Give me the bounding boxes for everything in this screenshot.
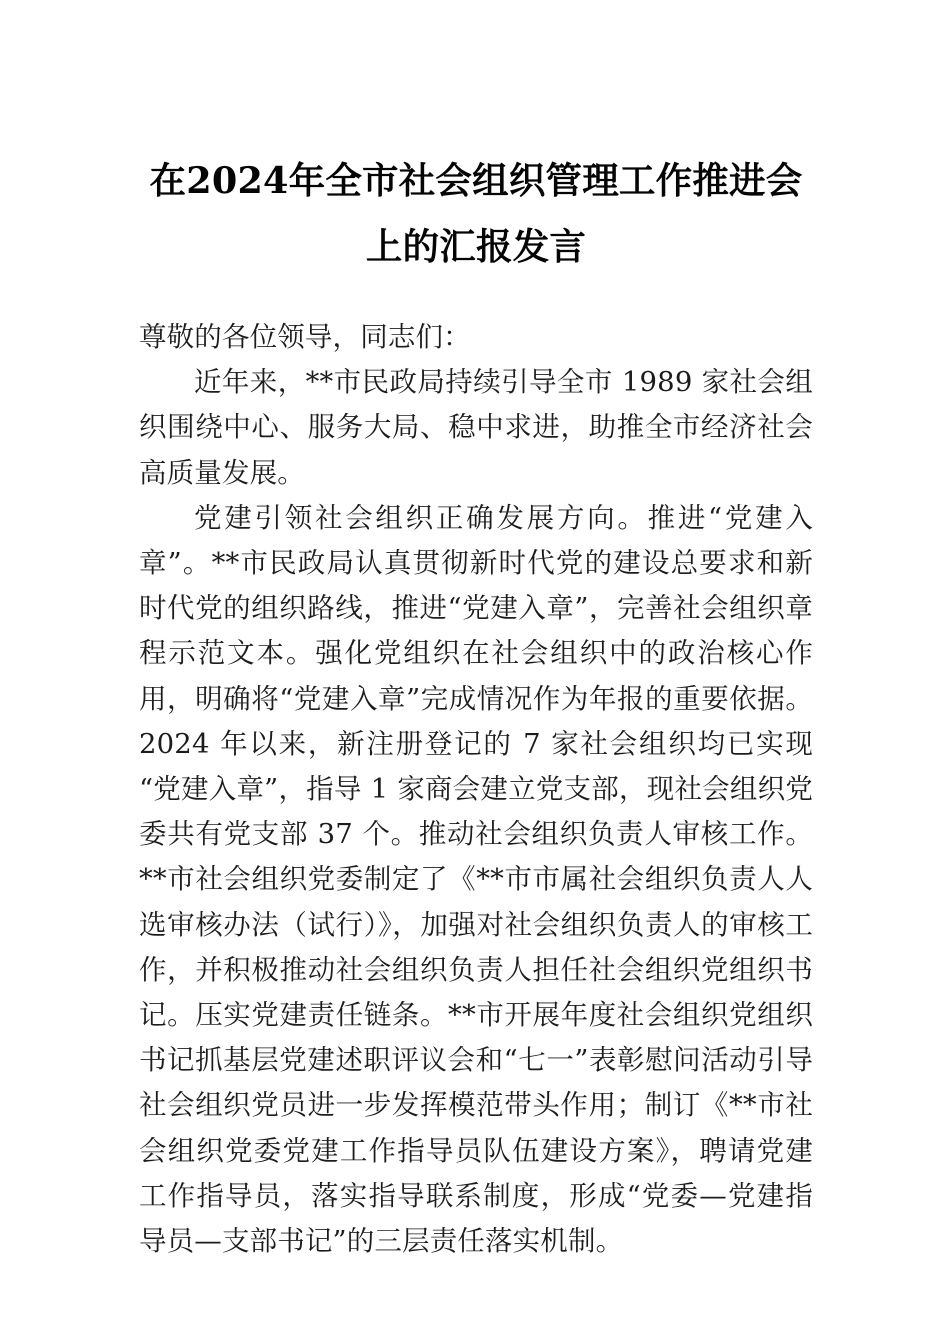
document-paragraphs <box>139 280 813 1264</box>
paragraph-opening: 近年来，**市民政局持续引导全市 1989 家社会组织围绕中心、服务大局、稳中求进，助推全市经济社会高质量发展。 <box>139 366 813 489</box>
paragraph-salutation: 尊敬的各位领导，同志们： <box>139 321 471 353</box>
document-body <box>139 0 813 1264</box>
paragraph-party-building-leadership: 党建引领社会组织正确发展方向。推进“党建入章”。**市民政局认真贯彻新时代党的建设总要求和新时代党的组织路线，推进“党建入章”，完善社会组织章程示范文本。强化党组织在社会组织中的政治核心作用，明确将“党建入章”完成情况作为年报的重要依据。2024 年以来，新注册登记的 7 家社会组织均已实现“党建入章”，指导 1 家商会建立党支部，现社会组织党委共有党支部 37 个。推动社会组织负责人审核工作。**市社会组织党委制定了《**市市属社会组织负责人人选审核办法（试行）》，加强对社会组织负责人的审核工作，并积极推动社会组织负责人担任社会组织党组织书记。压实党建责任链条。**市开展年度社会组织党组织书记抓基层党建述职评议会和“七一”表彰慰问活动引导社会组织党员进一步发挥模范带头作用；制订《**市社会组织党委党建工作指导员队伍建设方案》，聘请党建工作指导员，落实指导联系制度，形成“党委—党建指导员—支部书记”的三层责任落实机制。 <box>139 501 813 1258</box>
page-title: 在2024年全市社会组织管理工作推进会上的汇报发言 <box>149 159 803 268</box>
